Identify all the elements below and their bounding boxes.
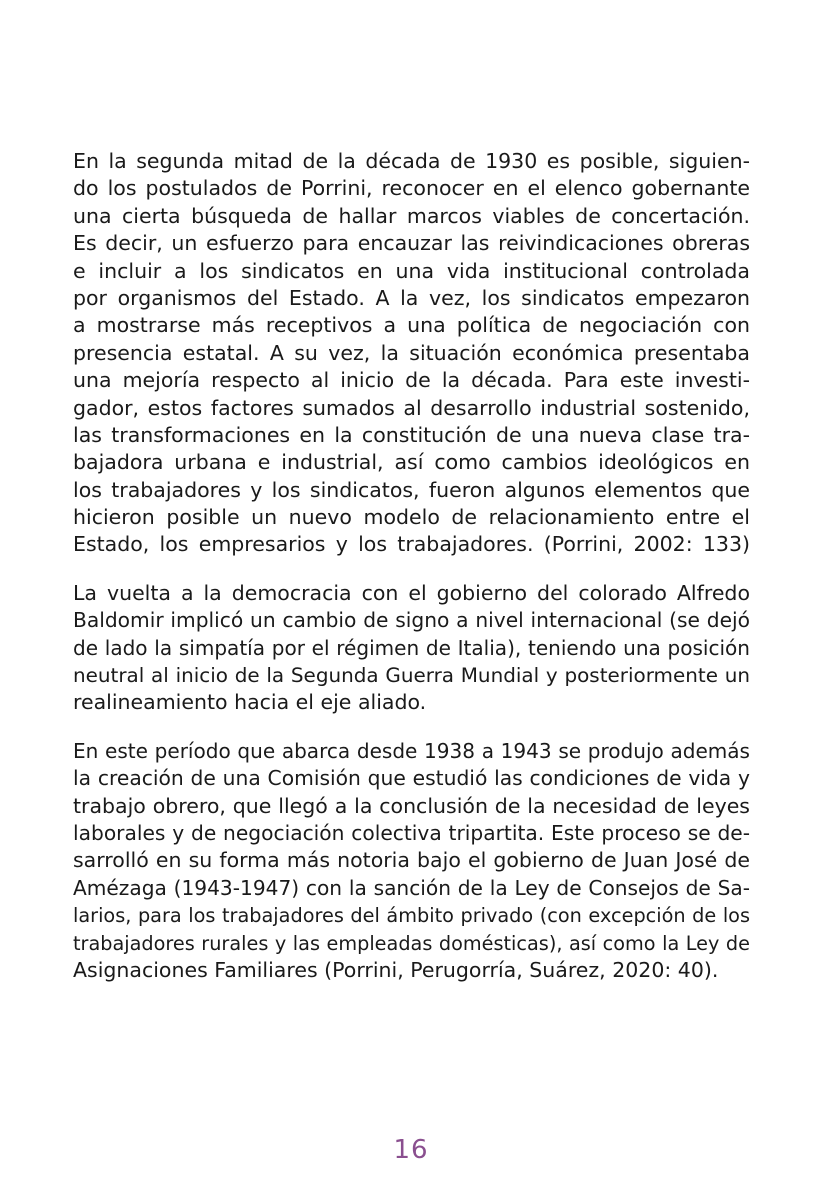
text-line: neutral al inicio de la Segunda Guerra Mundial y posteriormente un	[73, 663, 750, 688]
text-line: de lado la simpatía por el régimen de Italia), teniendo una posición	[73, 635, 750, 660]
text-line: presencia estatal. A su vez, la situación económica presentaba	[73, 340, 750, 365]
text-line: En este período que abarca desde 1938 a 1943 se produjo además	[73, 738, 750, 763]
text-line: Es decir, un esfuerzo para encauzar las reivindicaciones obreras	[73, 231, 750, 256]
text-line: La vuelta a la democracia con el gobierno del colorado Alfredo	[73, 580, 750, 605]
text-line: Estado, los empresarios y los trabajadores. (Porrini, 2002: 133)	[73, 532, 750, 557]
text-line: bajadora urbana e industrial, así como cambios ideológicos en	[73, 450, 750, 475]
text-line: realineamiento hacia el eje aliado.	[73, 690, 427, 715]
text-line: Amézaga (1943-1947) con la sanción de la Ley de Consejos de Sa-	[73, 875, 750, 900]
text-line: sarrolló en su forma más notoria bajo el gobierno de Juan José de	[73, 848, 750, 873]
paragraph-1	[73, 148, 750, 559]
text-line: Asignaciones Familiares (Porrini, Perugorría, Suárez, 2020: 40).	[73, 957, 719, 982]
text-line: una mejoría respecto al inicio de la década. Para este investi-	[73, 368, 750, 393]
page-number: 16	[393, 1135, 429, 1165]
paragraph-2	[73, 580, 750, 717]
text-line: los trabajadores y los sindicatos, fueron algunos elementos que	[73, 477, 750, 502]
text-line: una cierta búsqueda de hallar marcos viables de concertación.	[73, 203, 750, 228]
text-line: e incluir a los sindicatos en una vida institucional controlada	[73, 258, 750, 283]
text-line: trabajo obrero, que llegó a la conclusión de la necesidad de leyes	[73, 793, 750, 818]
text-line: la creación de una Comisión que estudió las condiciones de vida y	[73, 766, 750, 791]
text-line: En la segunda mitad de la década de 1930 es posible, siguien-	[73, 149, 750, 173]
text-line: a mostrarse más receptivos a una política de negociación con	[73, 313, 750, 338]
text-line: trabajadores rurales y las empleadas domésticas), así como la Ley de	[73, 931, 750, 955]
text-line: laborales y de negociación colectiva tripartita. Este proceso se de-	[73, 820, 750, 845]
text-line: hicieron posible un nuevo modelo de relacionamiento entre el	[73, 505, 750, 530]
text-line: gador, estos factores sumados al desarrollo industrial sostenido,	[73, 395, 750, 420]
page-body	[73, 148, 750, 984]
paragraph-3	[73, 738, 750, 985]
text-line: Baldomir implicó un cambio de signo a nivel internacional (se dejó	[73, 608, 750, 633]
text-line: do los postulados de Porrini, reconocer en el elenco gobernante	[73, 176, 750, 201]
text-line: por organismos del Estado. A la vez, los sindicatos empezaron	[73, 285, 750, 310]
text-line: las transformaciones en la constitución de una nueva clase tra-	[73, 422, 750, 447]
text-line: larios, para los trabajadores del ámbito privado (con excepción de los	[73, 904, 750, 928]
